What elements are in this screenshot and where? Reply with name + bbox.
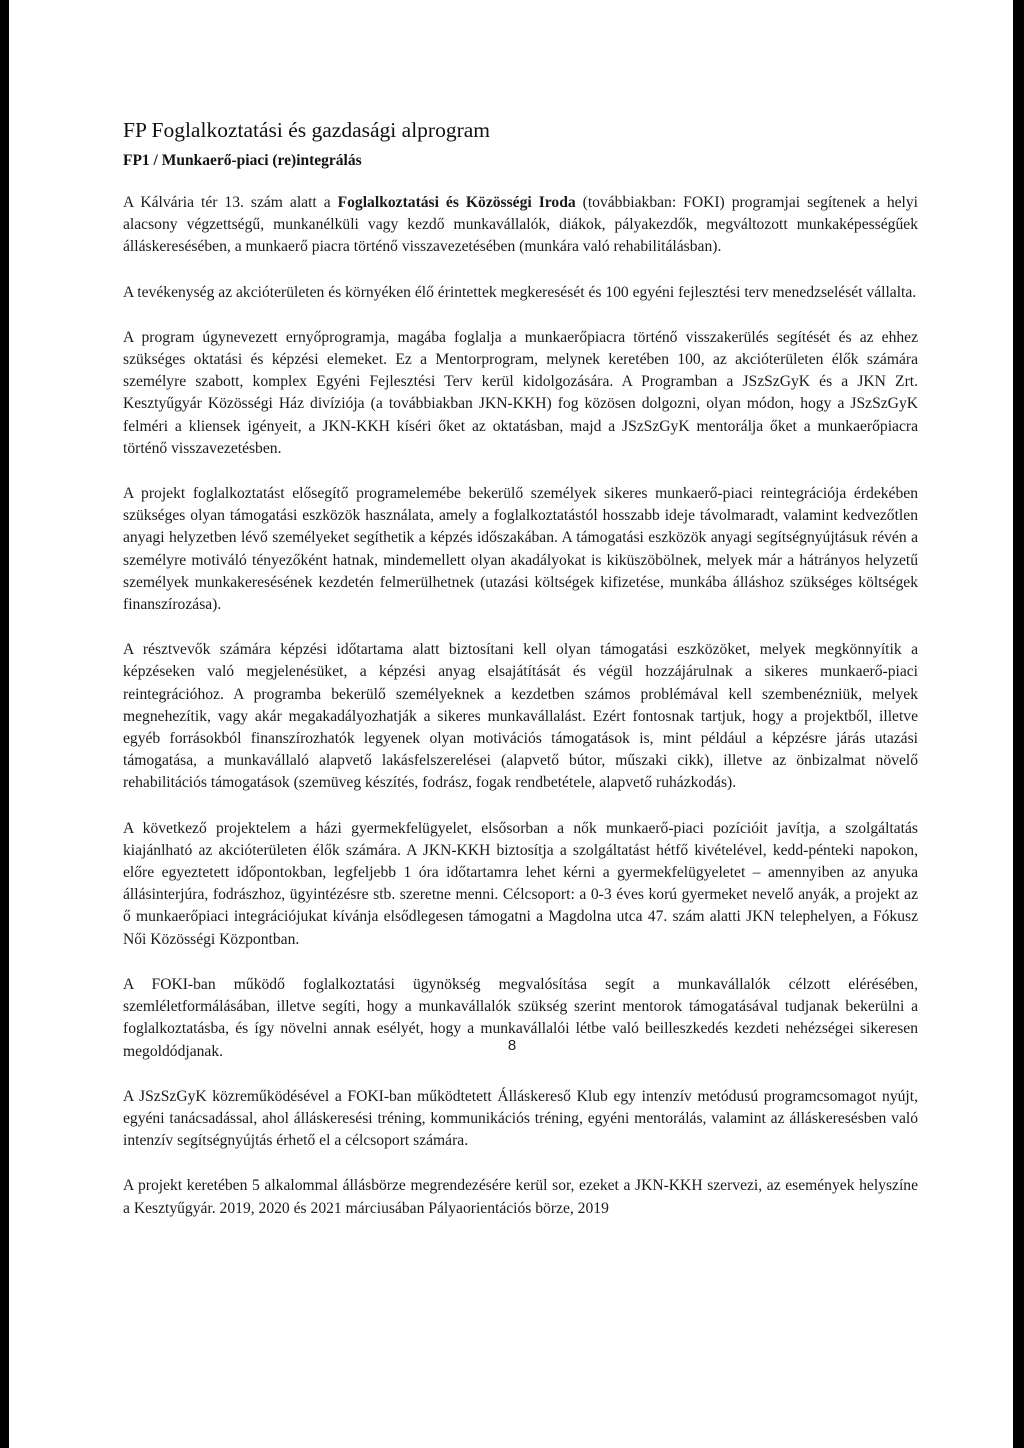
paragraph-9: A projekt keretében 5 alkalommal állásbörze megrendezésére kerül sor, ezeket a JKN-KKH szervezi, az események helyszíne a Kesztyűgyár. 2019, 2020 és 2021 márciusában Pályaorientációs börze, 2019 — [123, 1177, 918, 1217]
paragraph-7: A FOKI-ban működő foglalkoztatási ügynökség megvalósítása segít a munkavállalók célzott elérésében, szemléletformálásában, illetve segíti, hogy a munkavállalók szükség szerint mentorok támogatásával tudjanak bekerülni a foglalkoztatásba, és így növelni annak esélyét, hogy a munkavállalói létbe való beilleszkedés kezdeti nehézségei sikeresen megoldódjanak. — [123, 975, 918, 1060]
paragraph-6: A következő projektelem a házi gyermekfelügyelet, elsősorban a nők munkaerő-piaci pozícióit javítja, a szolgáltatás kiajánlható az akcióterületen élők számára. A JKN-KKH biztosítja a szolgáltatást hétfő kivételével, kedd-pénteki napokon, előre egyeztetett időpontokban, legfeljebb 1 óra időtartamra lehet kérni a gyermekfelügyeletet – amennyiben az anyuka állásinterjúra, fodrászhoz, ügyintézésre stb. szeretne menni. Célcsoport: a 0-3 éves korú gyermeket nevelő anyák, a projekt az ő munkaerőpiaci integrációjukat kívánja elsődlegesen támogatni a Magdolna utca 47. szám alatti JKN telephelyen, a Fókusz Női Közösségi Központban. — [123, 819, 918, 948]
paragraph-8: A JSzSzGyK közreműködésével a FOKI-ban működtetett Álláskereső Klub egy intenzív metódusú programcsomagot nyújt, egyéni tanácsadással, ahol álláskeresési tréning, kommunikációs tréning, egyéni mentorálás, valamint az álláskeresésben való intenzív segítségnyújtás érhető el a célcsoport számára. — [123, 1087, 918, 1150]
office-name: Foglalkoztatási és Közösségi Iroda — [337, 194, 576, 211]
paragraph-1 — [123, 192, 918, 259]
paragraph-2: A tevékenység az akcióterületen és környéken élő érintettek megkeresését és 100 egyéni fejlesztési terv menedzselését vállalta. — [123, 283, 917, 301]
page-number: 8 — [507, 1037, 517, 1054]
paragraph-3: A program úgynevezett ernyőprogramja, magába foglalja a munkaerőpiacra történő visszakerülés segítését és az ehhez szükséges oktatási és képzési elemeket. Ez a Mentorprogram, melynek keretében 100, az akcióterületen élők számára személyre szabott, komplex Egyéni Fejlesztési Terv kerül kidolgozására. A Programban a JSzSzGyK és a JKN Zrt. Kesztyűgyár Közösségi Ház divíziója (a továbbiakban JKN-KKH) fog közösen dolgozni, olyan módon, hogy a JSzSzGyK felméri a kliensek igényeit, a JKN-KKH kíséri őket az oktatásban, majd a JSzSzGyK mentorálja őket a munkaerőpiacra történő visszavezetésben. — [123, 328, 918, 457]
paragraph-1-end: (továbbiakban: FOKI) programjai segítenek a helyi alacsony végzettségű, munkanélküli vagy kezdő munkavállalók, diákok, pályakezdők, megváltozott munkaképességűek álláskeresésében, a munkaerő piacra történő visszavezetésében (munkára való rehabilitálásban). — [123, 194, 919, 256]
section-subtitle: FP1 / Munkaerő-piaci (re)integrálás — [123, 152, 362, 169]
paragraph-4: A projekt foglalkoztatást elősegítő programelemébe bekerülő személyek sikeres munkaerő-piaci reintegrációja érdekében szükséges olyan támogatási eszközök használata, amely a foglalkoztatástól hosszabb ideje távolmaradt, valamint kedvezőtlen anyagi helyzetben lévő személyeket segíthetik a képzés időszakában. A támogatási eszközök anyagi segítségnyújtásuk révén a személyre motiváló tényezőként hatnak, mindemellett olyan akadályokat is kiküszöbölnek, melyek már a hátrányos helyzetű személyek munkakeresésének kezdetén felmerülhetnek (utazási költségek kifizetése, munkába álláshoz szükséges költségek finanszírozása). — [123, 485, 918, 614]
page-content — [123, 116, 918, 1243]
document-page — [9, 0, 1013, 1448]
paragraph-5: A résztvevők számára képzési időtartama alatt biztosítani kell olyan támogatási eszközöket, melyek megkönnyítik a képzéseken való megjelenésüket, a képzési anyag elsajátítását és végül hozzájárulnak a sikeres munkaerő-piaci reintegrációhoz. A programba bekerülő személyeknek a kezdetben számos problémával kell szembenézniük, melyek megnehezítik, vagy akár megakadályozhatják a sikeres munkavállalást. Ezért fontosnak tartjuk, hogy a projektből, illetve egyéb forrásokból finanszírozhatók legyenek olyan motivációs támogatások is, mint például a képzésre járás utazási támogatása, a munkavállaló alapvető lakásfelszerelései (alapvető bútor, műszaki cikk), illetve az önbizalmat növelő rehabilitációs támogatások (szemüveg készítés, fodrász, fogak rendbetétele, alapvető ruházkodás). — [123, 641, 918, 792]
paragraph-1-start: A Kálvária tér 13. szám alatt a — [123, 194, 338, 211]
section-title: FP Foglalkoztatási és gazdasági alprogram — [123, 118, 491, 142]
